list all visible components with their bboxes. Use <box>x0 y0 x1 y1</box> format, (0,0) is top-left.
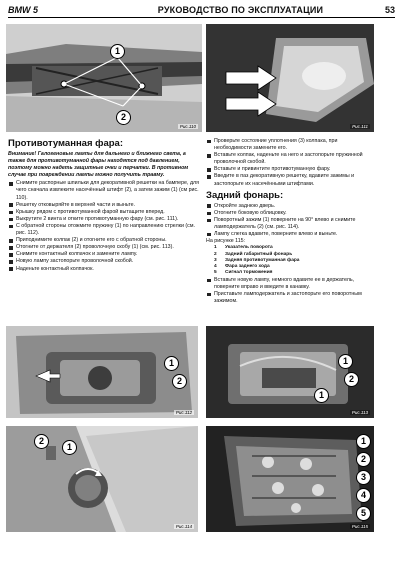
figure-112 <box>6 326 198 418</box>
list-item: Приставьте ламподержатель и застопорьте его поворотным зажимом. <box>206 291 376 305</box>
figure-caption: Рис.115 <box>351 524 368 529</box>
figure-111-illustration <box>206 24 374 132</box>
list-item: Откройте заднюю дверь. <box>206 203 376 210</box>
list-item: С обратной стороны отожмите пружину (1) по направлению стрелки (см. рис. 112). <box>8 223 200 237</box>
header-model: BMW 5 <box>8 5 38 15</box>
list-item: Лампу слегка вдавите, поверните влево и выньте. <box>206 231 376 238</box>
section-title-tail-light: Задний фонарь: <box>206 189 284 201</box>
callout-3: 3 <box>356 470 371 485</box>
right-text-column <box>206 138 376 305</box>
list-item: Снимите распорные шпильки для декоративной решетки на бампере, для чего сначала извлеките насечённый штифт (2), а затем зажим (1) (см рис. 110). <box>8 180 200 201</box>
figure-115-illustration <box>206 426 374 532</box>
figure-caption: Рис.114 <box>175 524 192 529</box>
warning-text: Внимание! Галогеновые лампы для дальнего и ближнего света, а также для противотуманной фары находятся под давлением, поэтому можно надеть защитные очки и перчатки. В противном случае при повреждении лампы можно получить травму. <box>8 151 189 179</box>
list-item: Вставьте новую лампу, немного вдавите ее в держатель, поверните вправо и введите в канавку. <box>206 277 376 291</box>
callout-1: 1 <box>314 388 329 403</box>
legend-title: На рисунке 115: <box>206 238 246 245</box>
legend-list <box>214 245 376 276</box>
figure-caption: Рис.111 <box>352 124 368 129</box>
figure-110 <box>6 24 202 132</box>
figure-115 <box>206 426 374 532</box>
section-title-fog-lamp: Противотуманная фара: <box>8 138 123 149</box>
page-number: 53 <box>384 5 395 15</box>
callout-2: 2 <box>356 452 371 467</box>
callout-2: 2 <box>116 110 131 125</box>
instruction-list <box>8 180 200 272</box>
figure-caption: Рис.110 <box>179 124 196 129</box>
list-item: Новую лампу застопорьте проволочной скобой. <box>8 258 200 265</box>
list-item: Отогните от держателя (2) проволочную скобу (1) (см. рис. 113). <box>8 244 200 251</box>
list-item: Проверьте состояние уплотнения (3) колпака, при необходимости замените его. <box>206 138 376 152</box>
instruction-list <box>206 138 376 188</box>
header-title: РУКОВОДСТВО ПО ЭКСПЛУАТАЦИИ <box>157 5 324 15</box>
list-item: Решетку отковыряйте в верхней части и выньте. <box>8 202 200 209</box>
callout-2: 2 <box>344 372 359 387</box>
legend-item: 5 Сигнал торможения <box>214 270 273 276</box>
figure-114 <box>6 426 198 532</box>
callout-2: 2 <box>34 434 49 449</box>
callout-1: 1 <box>110 44 125 59</box>
callout-2: 2 <box>172 374 187 389</box>
page-header <box>8 4 395 18</box>
figure-caption: Рис.112 <box>175 410 192 415</box>
legend-item: 1 Указатель поворота <box>214 245 273 251</box>
callout-5: 5 <box>356 506 371 521</box>
left-text-column <box>8 138 200 273</box>
legend-item: 3 Задняя противотуманная фара <box>214 257 300 263</box>
list-item: Поворотный зажим (1) поверните на 90° влево и снимите ламподержатель (2) (см. рис. 114). <box>206 217 376 231</box>
instruction-list <box>206 203 376 238</box>
figure-112-illustration <box>6 326 198 418</box>
callout-1: 1 <box>62 440 77 455</box>
list-item: Вставьте колпак, наденьте на него и застопорьте пружинной проволочной скобой. <box>206 152 376 166</box>
callout-1: 1 <box>338 354 353 369</box>
list-item: Наденьте контактный колпачок. <box>8 266 200 273</box>
callout-1: 1 <box>356 434 371 449</box>
instruction-list <box>206 277 376 305</box>
list-item: Приподнимите колпак (2) и отогните его с обратной стороны. <box>8 237 200 244</box>
callout-1: 1 <box>164 356 179 371</box>
list-item: Крышку рядом с противотуманной фарой вытащите вперед. <box>8 209 200 216</box>
figure-113 <box>206 326 374 418</box>
callout-4: 4 <box>356 488 371 503</box>
list-item: Отогните боковую облицовку. <box>206 210 376 217</box>
figure-111 <box>206 24 374 132</box>
figure-caption: Рис.113 <box>351 410 368 415</box>
list-item: Снимите контактный колпачок и замените лампу. <box>8 251 200 258</box>
list-item: Введите в паз декоративную решетку, вдавите зажимы и застопорьте их насечёнными штифтами. <box>206 173 376 187</box>
figure-110-illustration <box>6 24 202 132</box>
list-item: Вставьте и привинтите противотуманную фару. <box>206 166 376 173</box>
list-item: Выкрутите 2 винта и отките противотуманную фару (см. рис. 111). <box>8 216 200 223</box>
legend-item: 2 Задний габаритный фонарь <box>214 251 293 257</box>
legend-item: 4 Фара заднего хода <box>214 264 270 270</box>
